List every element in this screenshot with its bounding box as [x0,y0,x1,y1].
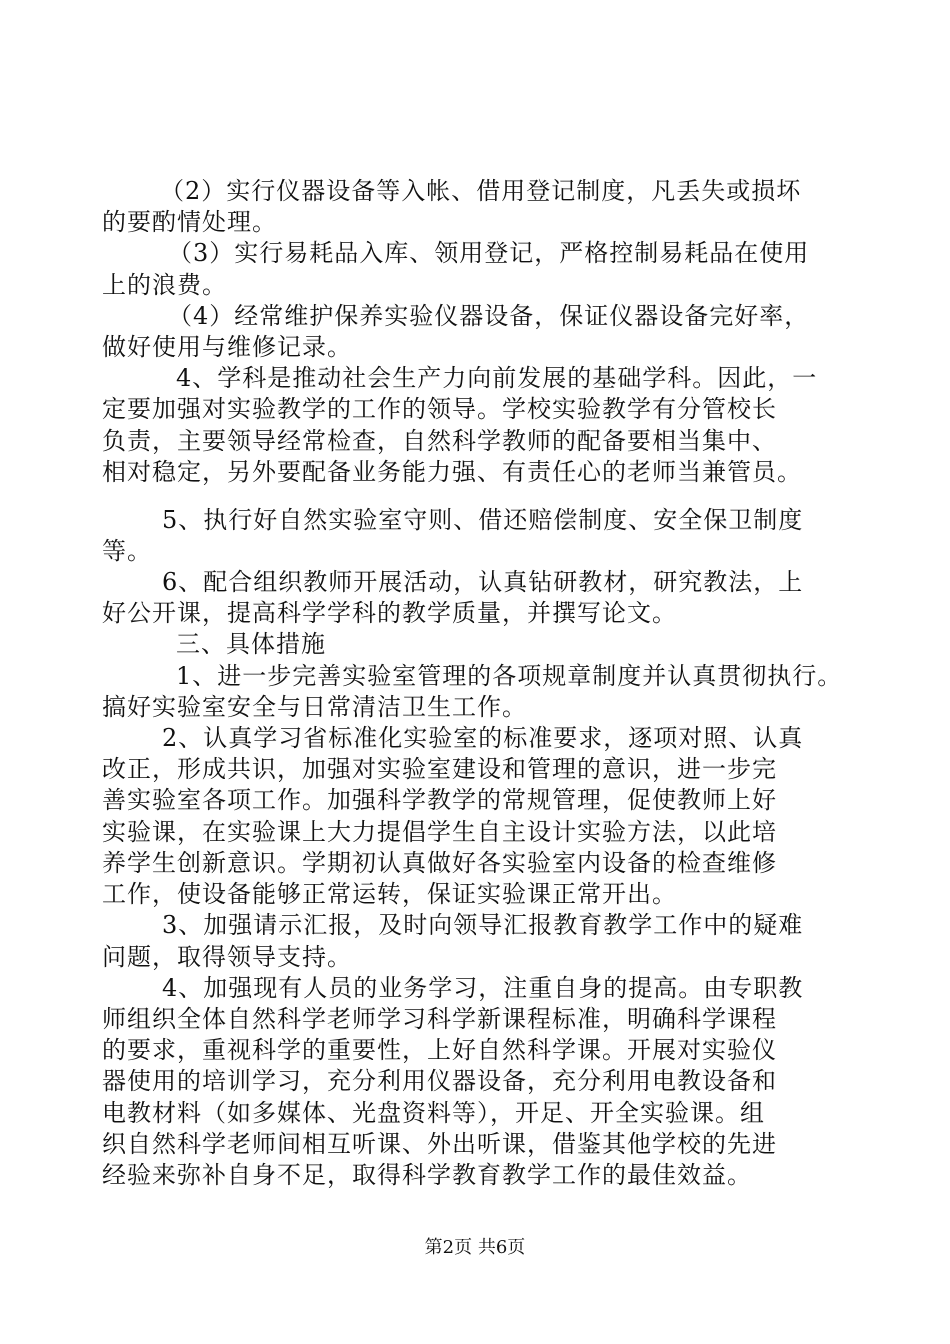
paragraph-line: 好公开课，提高科学学科的教学质量，并撰写论文。 [102,599,677,627]
paragraph-line: 6、配合组织教师开展活动，认真钻研教材，研究教法，上 [162,568,804,596]
paragraph-line: 养学生创新意识。学期初认真做好各实验室内设备的检查维修 [102,849,777,877]
section-heading: 三、具体措施 [176,630,326,658]
paragraph-line: 等。 [102,537,152,565]
paragraph-line: 5、执行好自然实验室守则、借还赔偿制度、安全保卫制度 [162,506,804,534]
paragraph-line: 负责，主要领导经常检查，自然科学教师的配备要相当集中、 [102,427,777,455]
page-footer: 第2页 共6页 [424,1237,526,1258]
paragraph-line: 经验来弥补自身不足，取得科学教育教学工作的最佳效益。 [102,1161,752,1189]
paragraph-line: （2）实行仪器设备等入帐、借用登记制度，凡丢失或损坏 [160,177,802,205]
paragraph-line: 改正，形成共识，加强对实验室建设和管理的意识，进一步完 [102,755,777,783]
paragraph-line: （4）经常维护保养实验仪器设备，保证仪器设备完好率， [168,302,810,330]
paragraph-line: 的要求，重视科学的重要性，上好自然科学课。开展对实验仪 [102,1036,777,1064]
paragraph-line: 相对稳定，另外要配备业务能力强、有责任心的老师当兼管员。 [102,458,802,486]
paragraph-line: 的要酌情处理。 [102,208,277,236]
paragraph-line: 上的浪费。 [102,271,227,299]
paragraph-line: 织自然科学老师间相互听课、外出听课，借鉴其他学校的先进 [102,1130,777,1158]
paragraph-line: 问题，取得领导支持。 [102,943,352,971]
paragraph-line: 做好使用与维修记录。 [102,333,352,361]
paragraph-line: （3）实行易耗品入库、领用登记，严格控制易耗品在使用 [168,239,810,267]
paragraph-line: 2、认真学习省标准化实验室的标准要求，逐项对照、认真 [162,724,804,752]
paragraph-line: 3、加强请示汇报，及时向领导汇报教育教学工作中的疑难 [162,911,804,939]
paragraph-line: 1、进一步完善实验室管理的各项规章制度并认真贯彻执行。 [176,662,843,690]
paragraph-line: 实验课，在实验课上大力提倡学生自主设计实验方法，以此培 [102,818,777,846]
paragraph-line: 电教材料（如多媒体、光盘资料等），开足、开全实验课。组 [102,1099,765,1127]
paragraph-line: 器使用的培训学习，充分利用仪器设备，充分利用电教设备和 [102,1067,777,1095]
paragraph-line: 4、学科是推动社会生产力向前发展的基础学科。因此，一 [176,364,818,392]
paragraph-line: 定要加强对实验教学的工作的领导。学校实验教学有分管校长 [102,395,777,423]
paragraph-line: 善实验室各项工作。加强科学教学的常规管理，促使教师上好 [102,786,777,814]
paragraph-line: 4、加强现有人员的业务学习，注重自身的提高。由专职教 [162,974,804,1002]
paragraph-line: 工作，使设备能够正常运转，保证实验课正常开出。 [102,880,677,908]
paragraph-line: 师组织全体自然科学老师学习科学新课程标准，明确科学课程 [102,1005,777,1033]
paragraph-line: 搞好实验室安全与日常清洁卫生工作。 [102,693,527,721]
